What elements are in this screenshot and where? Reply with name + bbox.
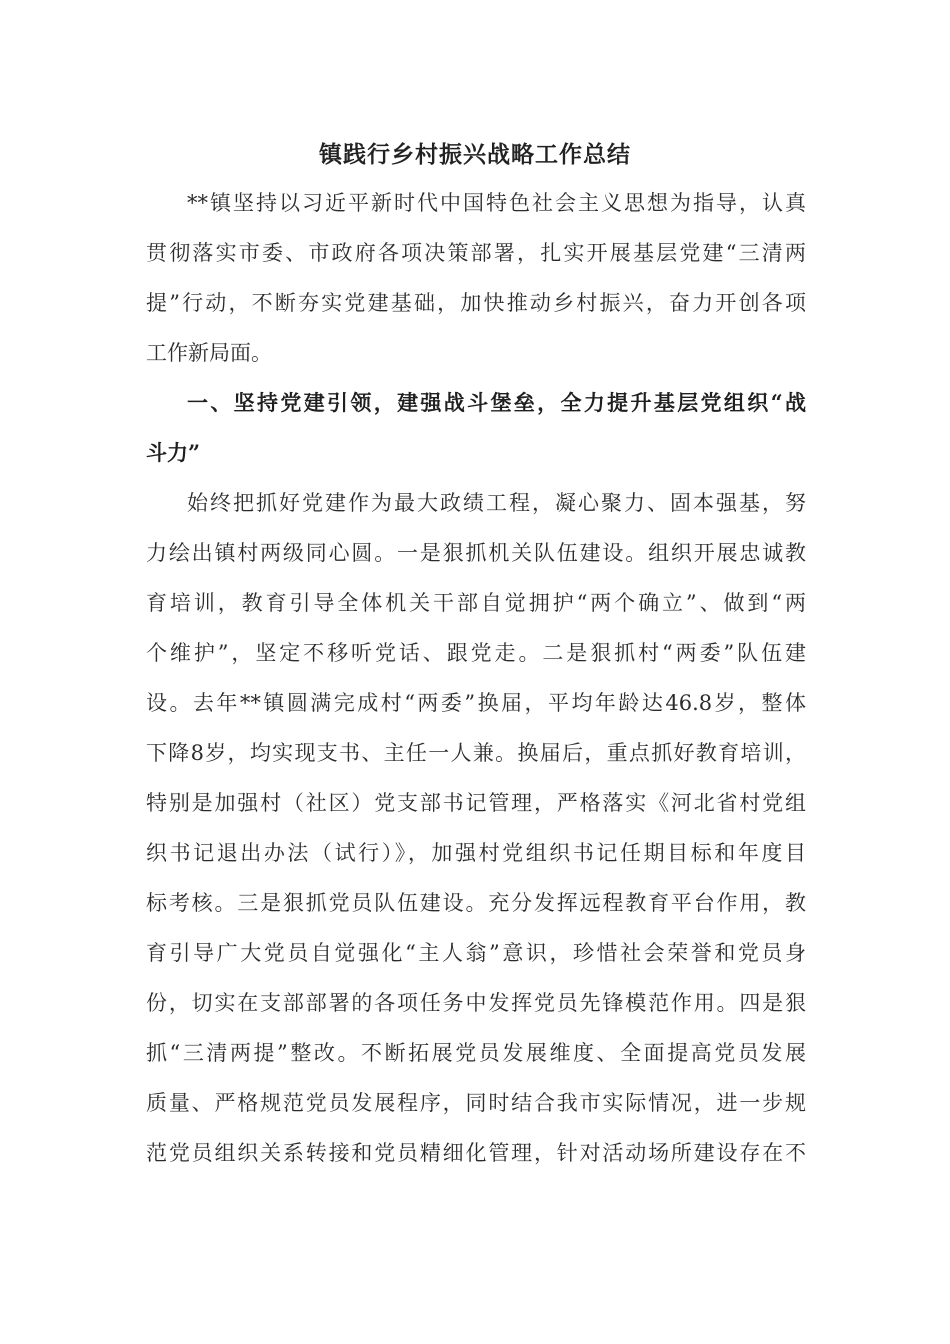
body-line: 抓“三清两提”整改。不断拓展党员发展维度、全面提高党员发展 bbox=[146, 1041, 806, 1065]
body-line: 织书记退出办法（试行）》，加强村党组织书记任期目标和年度目 bbox=[146, 841, 806, 865]
intro-line: **镇坚持以习近平新时代中国特色社会主义思想为指导，认真 bbox=[187, 191, 806, 215]
body-line: 质量、严格规范党员发展程序，同时结合我市实际情况，进一步规 bbox=[146, 1091, 806, 1115]
body-line: 个维护”，坚定不移听党话、跟党走。二是狠抓村“两委”队伍建 bbox=[146, 641, 806, 665]
intro-line: 贯彻落实市委、市政府各项决策部署，扎实开展基层党建“三清两 bbox=[146, 241, 806, 265]
body-line: 特别是加强村（社区）党支部书记管理，严格落实《河北省村党组 bbox=[146, 791, 806, 815]
section-heading: 斗力” bbox=[146, 440, 201, 465]
body-line: 育培训，教育引导全体机关干部自觉拥护“两个确立”、做到“两 bbox=[146, 591, 806, 615]
body-line: 标考核。三是狠抓党员队伍建设。充分发挥远程教育平台作用，教 bbox=[146, 891, 806, 915]
document-title: 镇践行乡村振兴战略工作总结 bbox=[319, 141, 631, 168]
body-line: 设。去年**镇圆满完成村“两委”换届，平均年龄达46.8岁，整体 bbox=[146, 691, 806, 715]
body-line: 力绘出镇村两级同心圆。一是狠抓机关队伍建设。组织开展忠诚教 bbox=[146, 541, 806, 565]
body-line: 下降8岁，均实现支书、主任一人兼。换届后，重点抓好教育培训， bbox=[146, 741, 806, 765]
body-line: 育引导广大党员自觉强化“主人翁”意识，珍惜社会荣誉和党员身 bbox=[146, 941, 806, 965]
intro-line: 工作新局面。 bbox=[146, 341, 272, 365]
body-line: 份，切实在支部部署的各项任务中发挥党员先锋模范作用。四是狠 bbox=[146, 991, 806, 1015]
body-line: 始终把抓好党建作为最大政绩工程，凝心聚力、固本强基，努 bbox=[187, 491, 806, 515]
intro-line: 提”行动，不断夯实党建基础，加快推动乡村振兴，奋力开创各项 bbox=[146, 291, 806, 315]
body-line: 范党员组织关系转接和党员精细化管理，针对活动场所建设存在不 bbox=[146, 1141, 806, 1165]
section-heading: 一、坚持党建引领，建强战斗堡垒，全力提升基层党组织“战 bbox=[187, 390, 806, 415]
